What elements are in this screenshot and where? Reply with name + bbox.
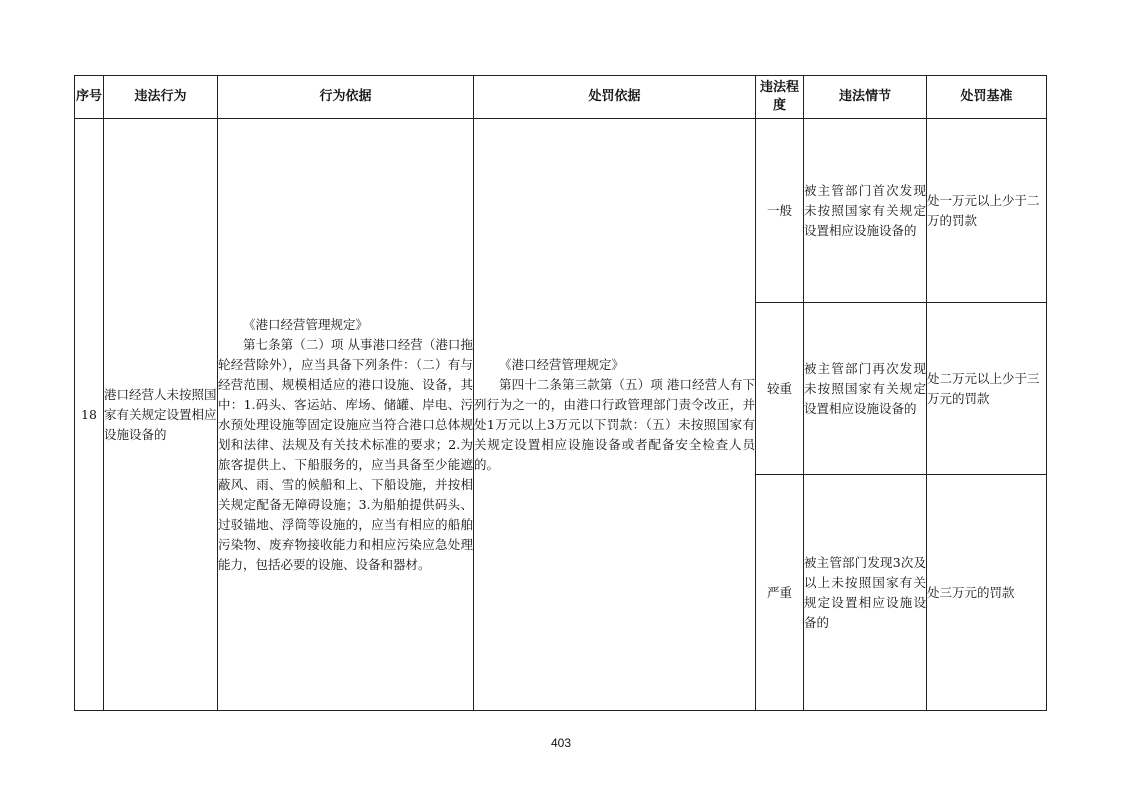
standard-severe: 处三万元的罚款 [927,475,1047,711]
circumstance-severe: 被主管部门发现3次及以上未按照国家有关规定设置相应设施设备的 [804,475,927,711]
conduct-basis-title: 《港口经营管理规定》 [243,316,369,332]
row-violation: 港口经营人未按照国家有关规定设置相应设施设备的 [104,119,218,711]
circumstance-general: 被主管部门首次发现未按照国家有关规定设置相应设施设备的 [804,119,927,303]
row-conduct-basis [218,119,474,711]
degree-serious: 较重 [756,303,804,475]
header-seq: 序号 [75,76,104,119]
header-degree: 违法程度 [756,76,804,119]
circumstance-serious: 被主管部门再次发现未按照国家有关规定设置相应设施设备的 [804,303,927,475]
conduct-basis-text: 第七条第（二）项 从事港口经营（港口拖轮经营除外），应当具备下列条件：（二）有与经营范围、规模相适应的港口设施、设备，其中：1.码头、客运站、库场、储罐、岸电、污水预处理设施等固定设施应当符合港口总体规划和法律、法规及有关技术标准的要求；2.为旅客提供上、下船服务的，应当具备至少能遮蔽风、雨、雪的候船和上、下船设施，并按相关规定配备无障碍设施；3.为船舶提供码头、过驳锚地、浮筒等设施的，应当有相应的船舶污染物、废弃物接收能力和相应污染应急处理能力，包括必要的设施、设备和器材。 [218,336,473,572]
standard-serious: 处二万元以上少于三万元的罚款 [927,303,1047,475]
degree-general: 一般 [756,119,804,303]
header-violation: 违法行为 [104,76,218,119]
header-conduct-basis: 行为依据 [218,76,474,119]
page-number: 403 [550,736,572,750]
header-standard: 处罚基准 [927,76,1047,119]
header-penalty-basis: 处罚依据 [474,76,756,119]
row-penalty-basis [474,119,756,711]
penalty-standards-table [74,75,1047,711]
degree-severe: 严重 [756,475,804,711]
standard-general: 处一万元以上少于二万的罚款 [927,119,1047,303]
header-circumstance: 违法情节 [804,76,927,119]
penalty-basis-text: 第四十二条第三款第（五）项 港口经营人有下列行为之一的，由港口行政管理部门责令改正，并处1万元以上3万元以下罚款：（五）未按照国家有关规定设置相应设施设备或者配备安全检查人员的。 [474,376,755,472]
header-row [75,76,1047,119]
row-seq: 18 [75,119,104,711]
table-row [75,119,1047,303]
penalty-basis-title: 《港口经营管理规定》 [499,356,625,372]
